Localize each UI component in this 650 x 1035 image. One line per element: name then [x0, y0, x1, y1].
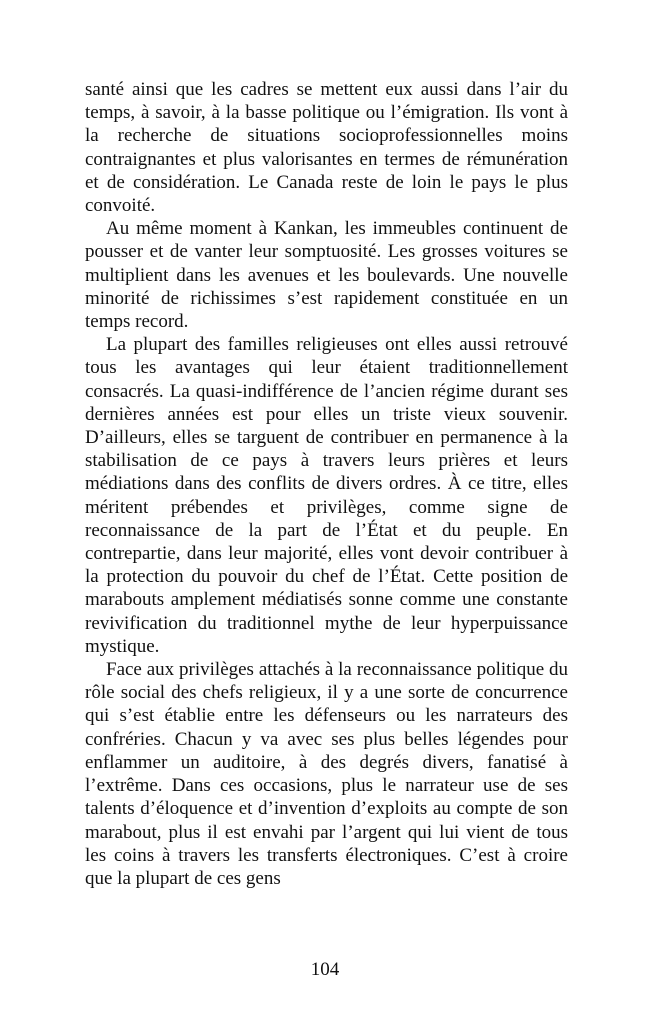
- body-text: [85, 78, 568, 890]
- paragraph-3: La plupart des familles religieuses ont elles aussi retrouvé tous les avantages qui leur étaient traditionnellement consacrés. La quasi-indifférence de l’ancien régime durant ses dernières années est pour elles un triste vieux souvenir. D’ailleurs, elles se targuent de contribuer en permanence à la stabilisation de ce pays à travers leurs prières et leurs médiations dans des conflits de divers ordres. À ce titre, elles méritent prébendes et privilèges, comme signe de reconnaissance de la part de l’État et du peuple. En contrepartie, dans leur majorité, elles vont devoir contribuer à la protection du pouvoir du chef de l’État. Cette position de marabouts amplement médiatisés sonne comme une constante revivification du traditionnel mythe de leur hyperpuissance mystique.: [85, 334, 568, 657]
- paragraph-4: Face aux privilèges attachés à la reconnaissance politique du rôle social des chefs religieux, il y a une sorte de concurrence qui s’est établie entre les défenseurs ou les narrateurs des confréries. Chacun y va avec ses plus belles légendes pour enflammer un auditoire, à des degrés divers, fanatisé à l’extrême. Dans ces occasions, plus le narrateur use de ses talents d’éloquence et d’invention d’exploits au compte de son marabout, plus il est envahi par l’argent qui lui vient de tous les coins à travers les transferts électroniques. C’est à croire que la plupart de ces gens: [85, 659, 568, 889]
- paragraph-2: Au même moment à Kankan, les immeubles continuent de pousser et de vanter leur somptuosité. Les grosses voitures se multiplient dans les avenues et les boulevards. Une nouvelle minorité de richissimes s’est rapidement constituée en un temps record.: [85, 218, 568, 333]
- page-number: 104: [310, 959, 340, 980]
- paragraph-1: santé ainsi que les cadres se mettent eux aussi dans l’air du temps, à savoir, à la basse politique ou l’émigration. Ils vont à la recherche de situations socioprofessionnelles moins contraignantes et plus valorisantes en termes de rémunération et de considération. Le Canada reste de loin le pays le plus convoité.: [85, 79, 568, 217]
